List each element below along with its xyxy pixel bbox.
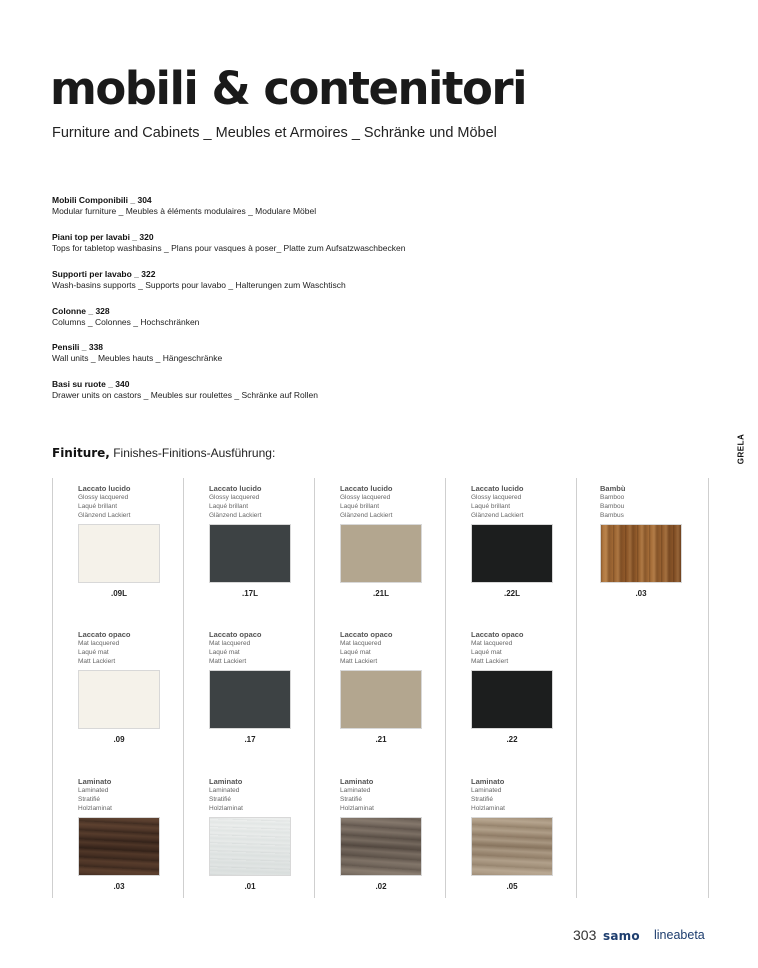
- finish-swatch: [209, 524, 291, 583]
- grid-divider: [576, 478, 577, 898]
- finish-name: Laccato opaco: [78, 630, 131, 639]
- finish-swatch: [209, 817, 291, 876]
- finish-label-de: Holzlaminat: [340, 805, 374, 812]
- finishes-heading-rest: Finishes-Finitions-Ausführung:: [109, 446, 276, 460]
- finish-name: Laccato lucido: [340, 484, 393, 493]
- finish-name: Laccato opaco: [471, 630, 524, 639]
- finish-label-de: Matt Lackiert: [78, 658, 116, 665]
- finish-swatch: [471, 670, 553, 729]
- finish-swatch: [209, 670, 291, 729]
- finish-label-fr: Laqué mat: [78, 649, 109, 656]
- category-desc: Drawer units on castors _ Meubles sur roulettes _ Schränke auf Rollen: [52, 390, 318, 400]
- finish-label-de: Matt Lackiert: [340, 658, 378, 665]
- finish-code: .21L: [372, 589, 389, 598]
- finish-swatch-card: [340, 484, 424, 604]
- page-subtitle: Furniture and Cabinets _ Meubles et Armoires _ Schränke und Möbel: [52, 125, 497, 141]
- finish-label-fr: Bambou: [600, 503, 625, 510]
- finish-label-en: Laminated: [78, 787, 109, 794]
- category-desc: Modular furniture _ Meubles à éléments modulaires _ Modulare Möbel: [52, 206, 317, 216]
- side-tab: [733, 432, 749, 466]
- category-title: Basi su ruote _ 340: [52, 379, 130, 389]
- grid-divider: [314, 478, 315, 898]
- finish-swatch: [340, 817, 422, 876]
- category-item: [52, 379, 318, 401]
- finish-code: .03: [113, 882, 125, 891]
- finish-name: Laminato: [471, 777, 505, 786]
- finish-swatch-card: [78, 777, 162, 897]
- finish-label-en: Glossy lacquered: [340, 494, 391, 501]
- finish-name: Laccato lucido: [209, 484, 262, 493]
- finish-name: Laccato opaco: [209, 630, 262, 639]
- finish-swatch-card: [209, 484, 293, 604]
- finish-label-fr: Laqué brillant: [78, 503, 118, 510]
- finish-swatch: [600, 524, 682, 583]
- finish-label-en: Glossy lacquered: [209, 494, 260, 501]
- finish-code: .09L: [110, 589, 127, 598]
- category-desc: Columns _ Colonnes _ Hochschränken: [52, 317, 200, 327]
- finish-label-de: Bambus: [600, 512, 624, 519]
- finish-code: .03: [635, 589, 647, 598]
- finish-code: .22L: [503, 589, 520, 598]
- finish-label-de: Glänzend Lackiert: [471, 512, 524, 519]
- finish-swatch: [78, 670, 160, 729]
- grid-divider: [183, 478, 184, 898]
- finish-label-fr: Stratifié: [209, 796, 232, 803]
- finish-label-en: Bamboo: [600, 494, 625, 501]
- finish-label-de: Glänzend Lackiert: [340, 512, 393, 519]
- finish-name: Bambù: [600, 484, 626, 493]
- finish-name: Laccato opaco: [340, 630, 393, 639]
- finish-label-en: Mat lacquered: [78, 640, 120, 647]
- finish-name: Laccato lucido: [471, 484, 524, 493]
- finish-swatch: [471, 524, 553, 583]
- category-item: [52, 342, 222, 364]
- finish-code: .01: [244, 882, 256, 891]
- category-title: Piani top per lavabi _ 320: [52, 232, 154, 242]
- finish-swatch: [340, 670, 422, 729]
- category-title: Supporti per lavabo _ 322: [52, 269, 156, 279]
- finishes-heading: [52, 446, 275, 460]
- category-item: [52, 306, 199, 328]
- page-title: mobili & contenitori: [50, 62, 527, 115]
- finish-swatch: [471, 817, 553, 876]
- finish-swatch-card: [209, 630, 293, 750]
- brand-line: lineabeta: [654, 928, 705, 942]
- finish-label-en: Glossy lacquered: [471, 494, 522, 501]
- finish-swatch-card: [78, 630, 162, 750]
- finish-label-fr: Laqué brillant: [209, 503, 249, 510]
- finish-code: .22: [506, 735, 518, 744]
- finish-label-en: Laminated: [340, 787, 371, 794]
- category-title: Colonne _ 328: [52, 306, 110, 316]
- category-item: [52, 232, 405, 254]
- grid-divider: [708, 478, 709, 898]
- finish-label-de: Matt Lackiert: [209, 658, 247, 665]
- finish-label-de: Glänzend Lackiert: [209, 512, 262, 519]
- page-number: 303: [573, 927, 597, 943]
- brand-logo: samo: [603, 929, 640, 943]
- finish-label-fr: Laqué brillant: [340, 503, 380, 510]
- finish-label-en: Mat lacquered: [340, 640, 382, 647]
- finish-label-de: Holzlaminat: [78, 805, 112, 812]
- finish-swatch: [78, 817, 160, 876]
- finish-label-fr: Stratifié: [78, 796, 101, 803]
- side-tab-label: GRELA: [736, 433, 746, 465]
- category-item: [52, 195, 316, 217]
- finish-label-fr: Stratifié: [471, 796, 494, 803]
- finish-swatch: [78, 524, 160, 583]
- finish-label-fr: Laqué mat: [340, 649, 371, 656]
- finish-label-fr: Laqué mat: [209, 649, 240, 656]
- finish-label-fr: Laqué mat: [471, 649, 502, 656]
- category-desc: Wall units _ Meubles hauts _ Hängeschränke: [52, 353, 223, 363]
- finish-code: .09: [113, 735, 125, 744]
- finish-swatch-card: [78, 484, 162, 604]
- finish-label-fr: Stratifié: [340, 796, 363, 803]
- finish-swatch-card: [209, 777, 293, 897]
- finish-label-de: Glänzend Lackiert: [78, 512, 131, 519]
- finish-name: Laminato: [209, 777, 243, 786]
- finish-code: .21: [375, 735, 387, 744]
- finish-label-en: Laminated: [471, 787, 502, 794]
- category-desc: Wash-basins supports _ Supports pour lavabo _ Halterungen zum Waschtisch: [52, 280, 346, 290]
- finish-swatch-card: [340, 777, 424, 897]
- category-title: Pensili _ 338: [52, 342, 104, 352]
- grid-divider: [445, 478, 446, 898]
- finish-swatch-card: [600, 484, 684, 604]
- category-desc: Tops for tabletop washbasins _ Plans pour vasques à poser_ Platte zum Aufsatzwaschbecken: [52, 243, 406, 253]
- finish-swatch: [340, 524, 422, 583]
- finish-name: Laccato lucido: [78, 484, 131, 493]
- finish-label-de: Holzlaminat: [209, 805, 243, 812]
- category-title: Mobili Componibili _ 304: [52, 195, 152, 205]
- grid-divider: [52, 478, 53, 898]
- finish-code: .05: [506, 882, 518, 891]
- category-item: [52, 269, 346, 291]
- finishes-heading-bold: Finiture,: [52, 446, 110, 460]
- finish-swatch-card: [471, 630, 555, 750]
- finish-swatch-card: [471, 484, 555, 604]
- finish-label-fr: Laqué brillant: [471, 503, 511, 510]
- finish-name: Laminato: [340, 777, 374, 786]
- finish-label-en: Laminated: [209, 787, 240, 794]
- finish-swatch-card: [471, 777, 555, 897]
- finish-swatch-card: [340, 630, 424, 750]
- finish-name: Laminato: [78, 777, 112, 786]
- finish-label-de: Matt Lackiert: [471, 658, 509, 665]
- finish-code: .17L: [241, 589, 258, 598]
- finish-label-en: Mat lacquered: [209, 640, 251, 647]
- finish-code: .17: [244, 735, 256, 744]
- finish-label-en: Glossy lacquered: [78, 494, 129, 501]
- finish-label-en: Mat lacquered: [471, 640, 513, 647]
- finish-code: .02: [375, 882, 387, 891]
- finish-label-de: Holzlaminat: [471, 805, 505, 812]
